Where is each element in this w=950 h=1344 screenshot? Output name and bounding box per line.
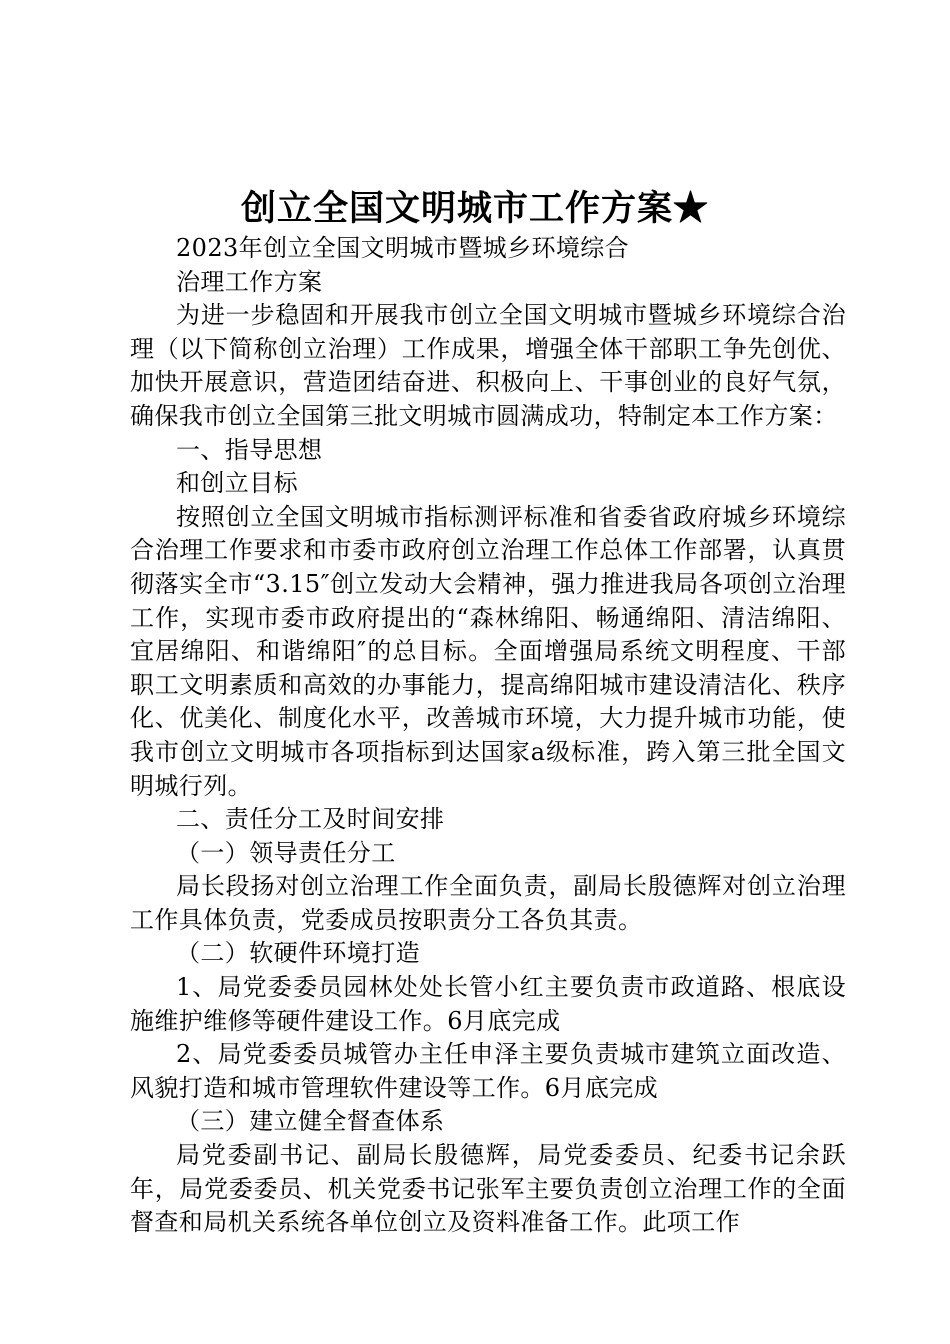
- subtitle-line-2: 治理工作方案: [176, 267, 323, 296]
- item-1-paragraph: 1、局党委委员园林处处长管小红主要负责市政道路、根底设施维护维修等硬件建设工作。6月底完成: [130, 973, 846, 1035]
- item-2-paragraph: 2、局党委委员城管办主任申泽主要负责城市建筑立面改造、风貌打造和城市管理软件建设等工作。6月底完成: [130, 1040, 846, 1102]
- subsection-heading-2: （二）软硬件环境打造: [176, 939, 420, 968]
- guiding-paragraph: 按照创立全国文明城市指标测评标准和省委省政府城乡环境综合治理工作要求和市委市政府创立治理工作总体工作部署，认真贯彻落实全市“3.15″创立发动大会精神，强力推进我局各项创立治理工作，实现市委市政府提出的“森林绵阳、畅通绵阳、清洁绵阳、宜居绵阳、和谐绵阳″的总目标。全面增强局系统文明程度、干部职工文明素质和高效的办事能力，提高绵阳城市建设清洁化、秩序化、优美化、制度化水平，改善城市环境，大力提升城市功能，使我市创立文明城市各项指标到达国家a级标准，跨入第三批全国文明城行列。: [130, 502, 846, 800]
- subsection-heading-1: （一）领导责任分工: [176, 838, 396, 867]
- supervision-paragraph: 局党委副书记、副局长殷德辉，局党委委员、纪委书记余跃年，局党委委员、机关党委书记张军主要负责创立治理工作的全面督查和局机关系统各单位创立及资料准备工作。此项工作: [130, 1141, 846, 1237]
- leadership-paragraph: 局长段扬对创立治理工作全面负责，副局长殷德辉对创立治理工作具体负责，党委成员按职责分工各负其责。: [130, 872, 846, 934]
- document-body: [130, 232, 846, 1240]
- section-heading-1-cont: 和创立目标: [176, 469, 298, 498]
- intro-paragraph: 为进一步稳固和开展我市创立全国文明城市暨城乡环境综合治理（以下简称创立治理）工作成果，增强全体干部职工争先创优、加快开展意识，营造团结奋进、积极向上、干事创业的良好气氛，确保我市创立全国第三批文明城市圆满成功，特制定本工作方案：: [130, 301, 846, 430]
- section-heading-1: 一、指导思想: [176, 435, 323, 464]
- document-title: 创立全国文明城市工作方案★: [240, 188, 709, 229]
- section-heading-2: 二、责任分工及时间安排: [176, 805, 445, 834]
- subsection-heading-3: （三）建立健全督查体系: [176, 1107, 445, 1136]
- subtitle-line-1: 2023年创立全国文明城市暨城乡环境综合: [176, 234, 630, 262]
